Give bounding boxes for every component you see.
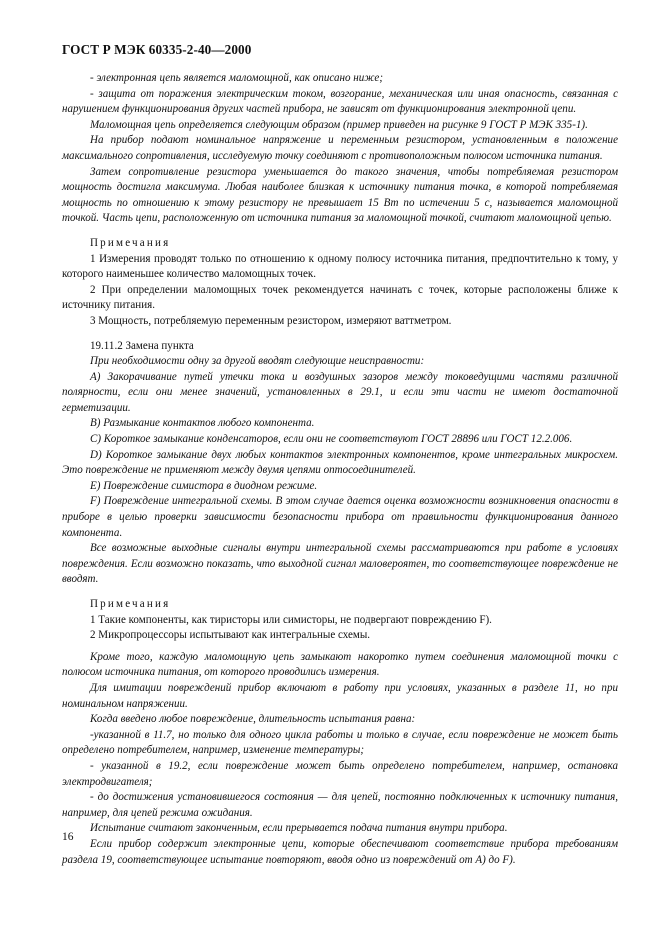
fault-item: А) Закорачивание путей утечки тока и воздушных зазоров между токоведущими частями различной полярности, если они менее значений, установленных в 29.1, и если эти части не имеют достаточной герметизации.	[62, 370, 618, 414]
note-item: 2 При определении маломощных точек рекомендуется начинать с точек, которые расположены ближе к источнику питания.	[62, 283, 618, 312]
page-number: 16	[62, 831, 74, 843]
note-item: 3 Мощность, потребляемую переменным резистором, измеряют ваттметром.	[90, 314, 452, 327]
section-title: 19.11.2 Замена пункта	[90, 339, 194, 352]
paragraph: Маломощная цепь определяется следующим образом (пример приведен на рисунке 9 ГОСТ Р МЭК 335-1).	[90, 118, 588, 131]
notes-title: Примечания	[90, 236, 171, 249]
paragraph: При необходимости одну за другой вводят следующие неисправности:	[90, 355, 425, 368]
note-item: 2 Микропроцессоры испытывают как интегральные схемы.	[90, 629, 371, 642]
paragraph: - электронная цепь является маломощной, как описано ниже;	[90, 72, 384, 84]
note-item: 1 Измерения проводят только по отношению к одному полюсу источника питания, предпочтительно к тому, у которого наименьшее количество маломощных точек.	[62, 252, 618, 281]
paragraph: - до достижения установившегося состояния — для цепей, постоянно подключенных к источнику питания, например, для цепей режима ожидания.	[62, 791, 618, 819]
paragraph: Если прибор содержит электронные цепи, которые обеспечивают соответствие прибора требованиям раздела 19, соответствующее испытание повторяют, вводя одно из повреждений от А) до F).	[62, 837, 618, 866]
paragraph: Все возможные выходные сигналы внутри интегральной схемы рассматриваются при работе в условиях повреждения. Если возможно показать, что выходной сигнал маловероятен, то соответствующее повреждение не вводят.	[62, 542, 618, 586]
fault-item: С) Короткое замыкание конденсаторов, если они не соответствуют ГОСТ 28896 или ГОСТ 12.2.006.	[90, 433, 573, 446]
paragraph: - указанной в 19.2, если повреждение может быть определено потребителем, например, остановка электродвигателя;	[62, 759, 618, 788]
paragraph: Кроме того, каждую маломощную цепь замыкают накоротко путем соединения маломощной точки с полюсом источника питания, от которого проводились измерения.	[62, 650, 618, 679]
paragraph: Для имитации повреждений прибор включают в работу при условиях, указанных в разделе 11, но при номинальном напряжении.	[62, 681, 618, 710]
fault-item: F) Повреждение интегральной схемы. В этом случае дается оценка возможности возникновения опасности в приборе в целью проверки зависимости безопасности прибора от правильности функционирования данного компонента.	[62, 495, 618, 539]
document-header: ГОСТ Р МЭК 60335-2-40—2000	[62, 42, 252, 57]
fault-item: D) Короткое замыкание двух любых контактов электронных компонентов, кроме интегральных микросхем. Это повреждение не применяют между двумя цепями оптосоединителей.	[62, 448, 618, 477]
paragraph: Испытание считают законченным, если прерывается подача питания внутри прибора.	[90, 822, 508, 835]
paragraph: - защита от поражения электрическим током, возгорание, механическая или иная опасность, связанная с нарушением функционирования других частей прибора, не зависят от функционирования электронной цепи.	[62, 87, 618, 116]
document-body	[62, 71, 618, 868]
fault-item: Е) Повреждение симистора в диодном режиме.	[90, 479, 318, 492]
notes-title: Примечания	[90, 598, 171, 610]
fault-item: В) Размыкание контактов любого компонента.	[90, 417, 315, 430]
paragraph: Затем сопротивление резистора уменьшается до такого значения, чтобы потребляемая резистором мощность достигла максимума. Любая наиболее близкая к источнику питания точка, в которой потребляемая мощность по отношению к этому резистору не превышает 15 Вт по истечении 5 с, называется маломощной точкой. Часть цепи, расположенную от источника питания за маломощной точкой, считают маломощной цепью.	[62, 165, 618, 225]
note-item: 1 Такие компоненты, как тиристоры или симисторы, не подвергают повреждению F).	[90, 613, 492, 626]
paragraph: На прибор подают номинальное напряжение и переменным резистором, установленным в положение максимального сопротивления, исследуемую точку соединяют с противоположным полюсом источника питания.	[62, 134, 618, 162]
paragraph: -указанной в 11.7, но только для одного цикла работы и только в случае, если повреждение не может быть определено потребителем, например, изменение температуры;	[62, 728, 618, 757]
paragraph: Когда введено любое повреждение, длительность испытания равна:	[90, 713, 416, 726]
